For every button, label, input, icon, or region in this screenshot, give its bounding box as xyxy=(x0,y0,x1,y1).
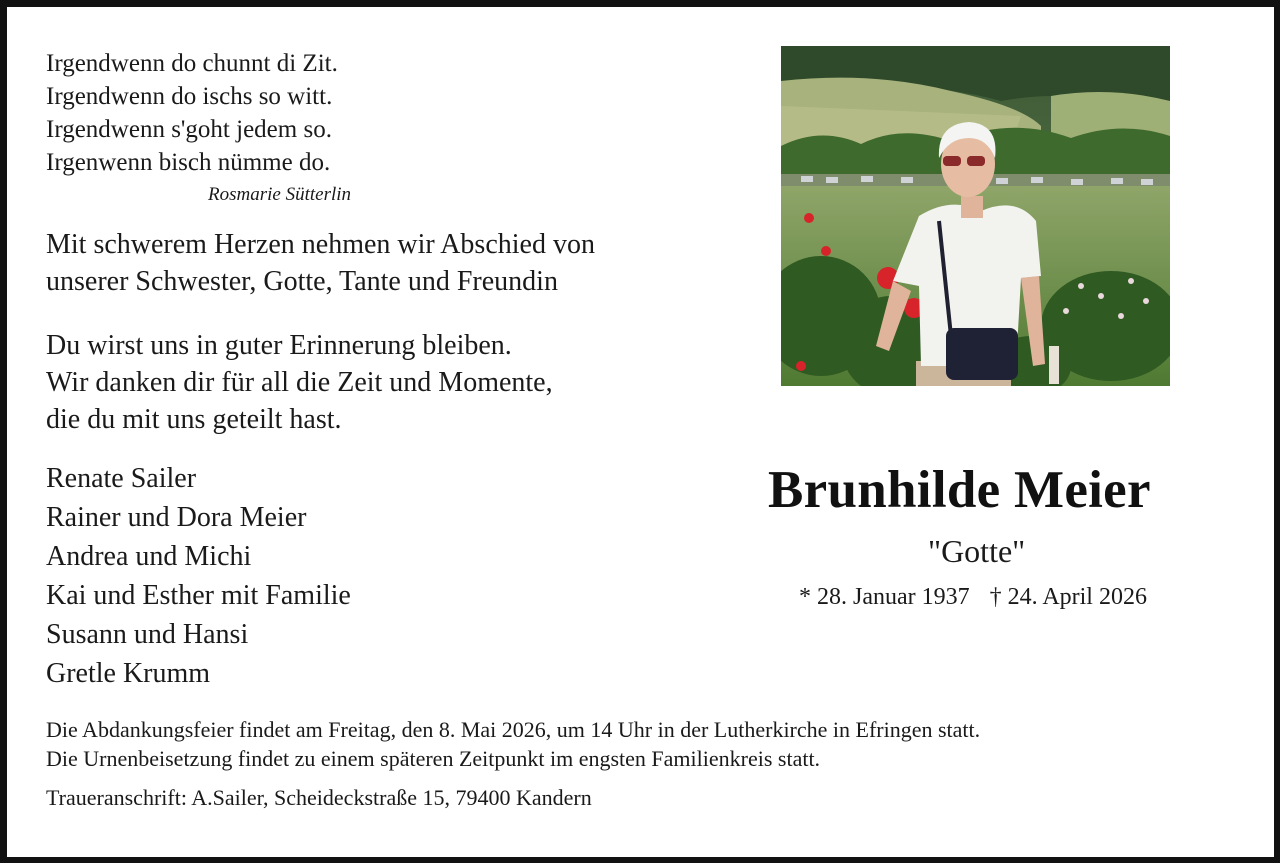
intro-line: unserer Schwester, Gotte, Tante und Freundin xyxy=(46,266,558,297)
poem xyxy=(46,47,338,179)
memory-line: die du mit uns geteilt hast. xyxy=(46,404,342,435)
birth-date: * 28. Januar 1937 xyxy=(799,584,970,610)
deceased-name: Brunhilde Meier xyxy=(768,461,1151,519)
mourning-address: Traueranschrift: A.Sailer, Scheideckstraße 15, 79400 Kandern xyxy=(46,785,592,810)
mourner: Susann und Hansi xyxy=(46,619,249,650)
note-line: Die Abdankungsfeier findet am Freitag, den 8. Mai 2026, um 14 Uhr in der Lutherkirche in Efringen statt. xyxy=(46,717,981,742)
poem-author: Rosmarie Sütterlin xyxy=(208,184,352,205)
poem-line: Irgendwenn do ischs so witt. xyxy=(46,83,333,110)
mourner: Kai und Esther mit Familie xyxy=(46,580,351,611)
mourner: Renate Sailer xyxy=(46,463,197,494)
poem-line: Irgenwenn bisch nümme do. xyxy=(46,149,331,176)
poem-line: Irgendwenn s'goht jedem so. xyxy=(46,116,332,143)
mourners-list xyxy=(46,459,351,693)
death-date: † 24. April 2026 xyxy=(989,584,1147,610)
mourner: Gretle Krumm xyxy=(46,658,211,689)
portrait-photo xyxy=(781,46,1170,386)
deceased-nickname: "Gotte" xyxy=(928,533,1026,569)
life-dates xyxy=(799,584,1147,611)
ceremony-notes xyxy=(46,715,980,773)
intro-text xyxy=(46,226,595,300)
mourner: Rainer und Dora Meier xyxy=(46,502,307,533)
memory-line: Wir danken dir für all die Zeit und Momente, xyxy=(46,367,553,398)
poem-line: Irgendwenn do chunnt di Zit. xyxy=(46,50,338,77)
memory-line: Du wirst uns in guter Erinnerung bleiben. xyxy=(46,330,512,361)
intro-line: Mit schwerem Herzen nehmen wir Abschied von xyxy=(46,229,595,260)
note-line: Die Urnenbeisetzung findet zu einem späteren Zeitpunkt im engsten Familienkreis statt. xyxy=(46,746,821,771)
memory-text xyxy=(46,327,553,438)
mourner: Andrea und Michi xyxy=(46,541,252,572)
